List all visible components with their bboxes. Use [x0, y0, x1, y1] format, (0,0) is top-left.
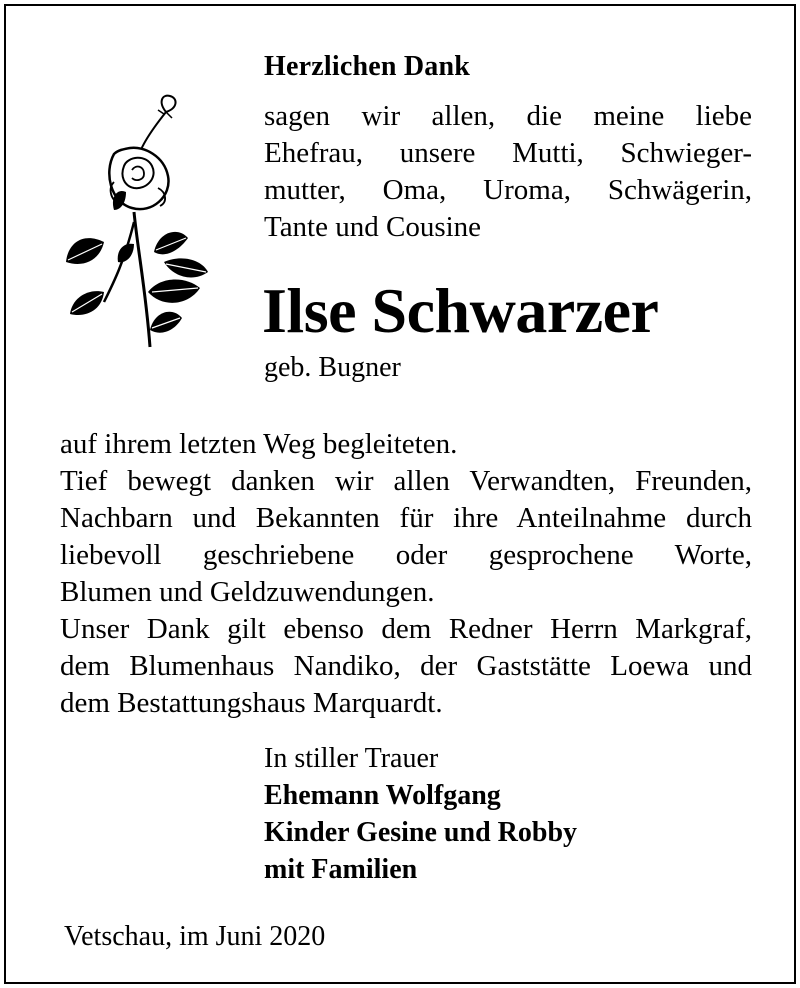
- thanks-heading: Herzlichen Dank: [264, 51, 470, 82]
- maiden-name: geb. Bugner: [264, 352, 401, 383]
- body-line: Unser Dank gilt ebenso dem Redner Herrn Markgraf,: [60, 613, 752, 645]
- intro-line: mutter, Oma, Uroma, Schwägerin,: [264, 174, 752, 206]
- signoff-block: [264, 740, 577, 888]
- body-paragraph: [60, 426, 752, 722]
- deceased-name: Ilse Schwarzer: [262, 275, 659, 346]
- body-line: Tief bewegt danken wir allen Verwandten, Freunden,: [60, 465, 752, 497]
- obituary-card: [4, 4, 796, 984]
- mourner-name: mit Familien: [264, 854, 418, 885]
- body-line: dem Bestattungshaus Marquardt.: [60, 687, 443, 719]
- intro-line: Ehefrau, unsere Mutti, Schwieger-: [264, 137, 752, 169]
- intro-line: Tante und Cousine: [264, 211, 482, 243]
- body-line: auf ihrem letzten Weg begleiteten.: [60, 428, 458, 460]
- body-line: dem Blumenhaus Nandiko, der Gaststätte Loewa und: [60, 650, 752, 682]
- body-line: liebevoll geschriebene oder gesprochene Worte,: [60, 539, 752, 571]
- intro-line: sagen wir allen, die meine liebe: [264, 100, 752, 132]
- body-line: Blumen und Geldzuwendungen.: [60, 576, 435, 608]
- rose-icon: [54, 92, 214, 352]
- signoff-intro: In stiller Trauer: [264, 743, 439, 774]
- place-date: Vetschau, im Juni 2020: [64, 921, 326, 952]
- mourner-name: Ehemann Wolfgang: [264, 780, 501, 811]
- body-line: Nachbarn und Bekannten für ihre Anteilnahme durch: [60, 502, 752, 534]
- mourner-name: Kinder Gesine und Robby: [264, 817, 578, 848]
- intro-paragraph: [264, 98, 752, 246]
